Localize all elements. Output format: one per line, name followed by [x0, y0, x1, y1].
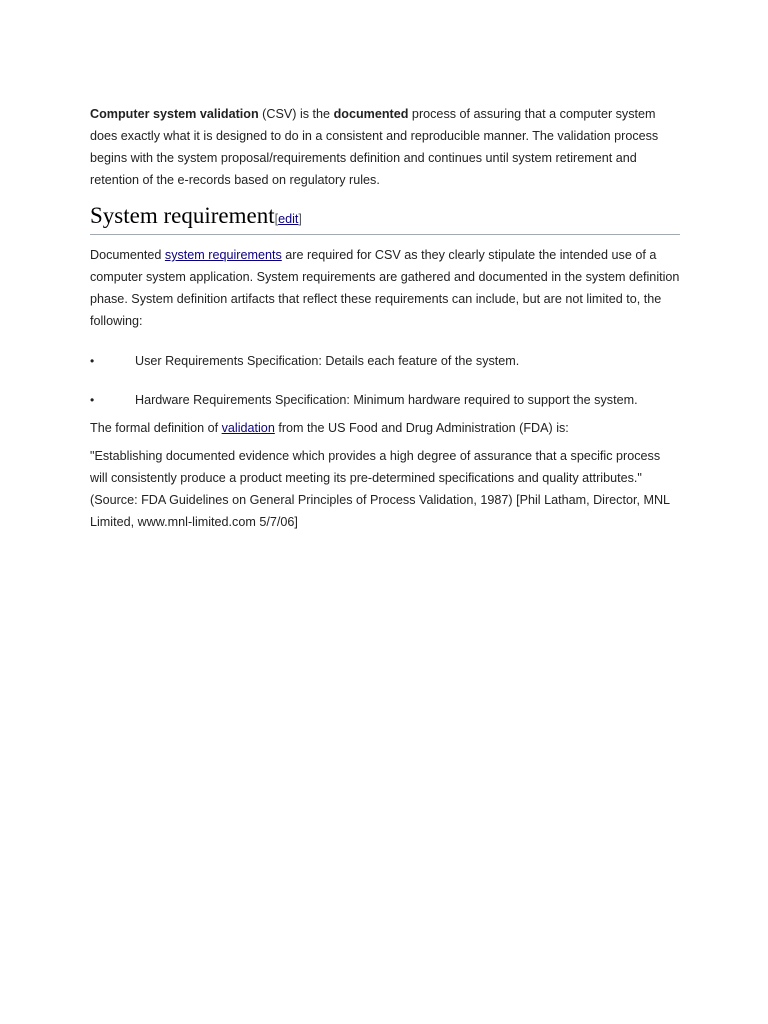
formal-after-link: from the US Food and Drug Administration (FDA) is:	[274, 421, 569, 435]
bullet-icon: •	[90, 354, 95, 368]
section-heading	[90, 202, 680, 235]
formal-definition-paragraph	[90, 417, 680, 439]
edit-bracket-close: ]	[298, 212, 302, 226]
list-item	[90, 389, 680, 411]
intro-paragraph	[90, 103, 680, 191]
para2-after-link: are required for CSV as they clearly stipulate the intended use of a computer system application. System requirements are gathered and documented in the system definition phase. System definition artifacts that reflect these requirements can include, but are not limited to, the following:	[90, 248, 680, 328]
validation-link[interactable]: validation	[221, 421, 275, 435]
article-body	[90, 103, 680, 533]
intro-rest: process of assuring that a computer system does exactly what it is designed to do in a consistent and reproducible manner. The validation process begins with the system proposal/requirements definition and continues until system retirement and retention of the e-records based on regulatory rules.	[90, 107, 659, 187]
intro-after-term: (CSV) is the	[258, 107, 334, 121]
edit-section	[275, 212, 302, 226]
edit-link[interactable]: edit	[278, 212, 299, 226]
edit-bracket-open: [	[274, 212, 279, 226]
section-heading-text: System requirement	[90, 203, 275, 228]
para2-before-link: Documented	[90, 248, 165, 262]
list-item	[90, 350, 680, 372]
intro-term: Computer system validation	[90, 107, 259, 121]
requirements-paragraph	[90, 244, 680, 332]
formal-before-link: The formal definition of	[90, 421, 222, 435]
bullet-icon: •	[90, 393, 95, 407]
list-item-text: Hardware Requirements Specification: Minimum hardware required to support the system.	[135, 393, 638, 407]
intro-documented: documented	[333, 107, 409, 121]
system-requirements-link[interactable]: system requirements	[164, 248, 282, 262]
fda-quote: "Establishing documented evidence which provides a high degree of assurance that a specific process will consistently produce a product meeting its pre-determined specifications and quality attributes." (Source: FDA Guidelines on General Principles of Process Validation, 1987) [Phil Latham, Director, MNL Limited, www.mnl-limited.com 5/7/06]	[90, 449, 670, 529]
list-item-text: User Requirements Specification: Details each feature of the system.	[135, 354, 520, 368]
requirements-list	[90, 350, 680, 411]
